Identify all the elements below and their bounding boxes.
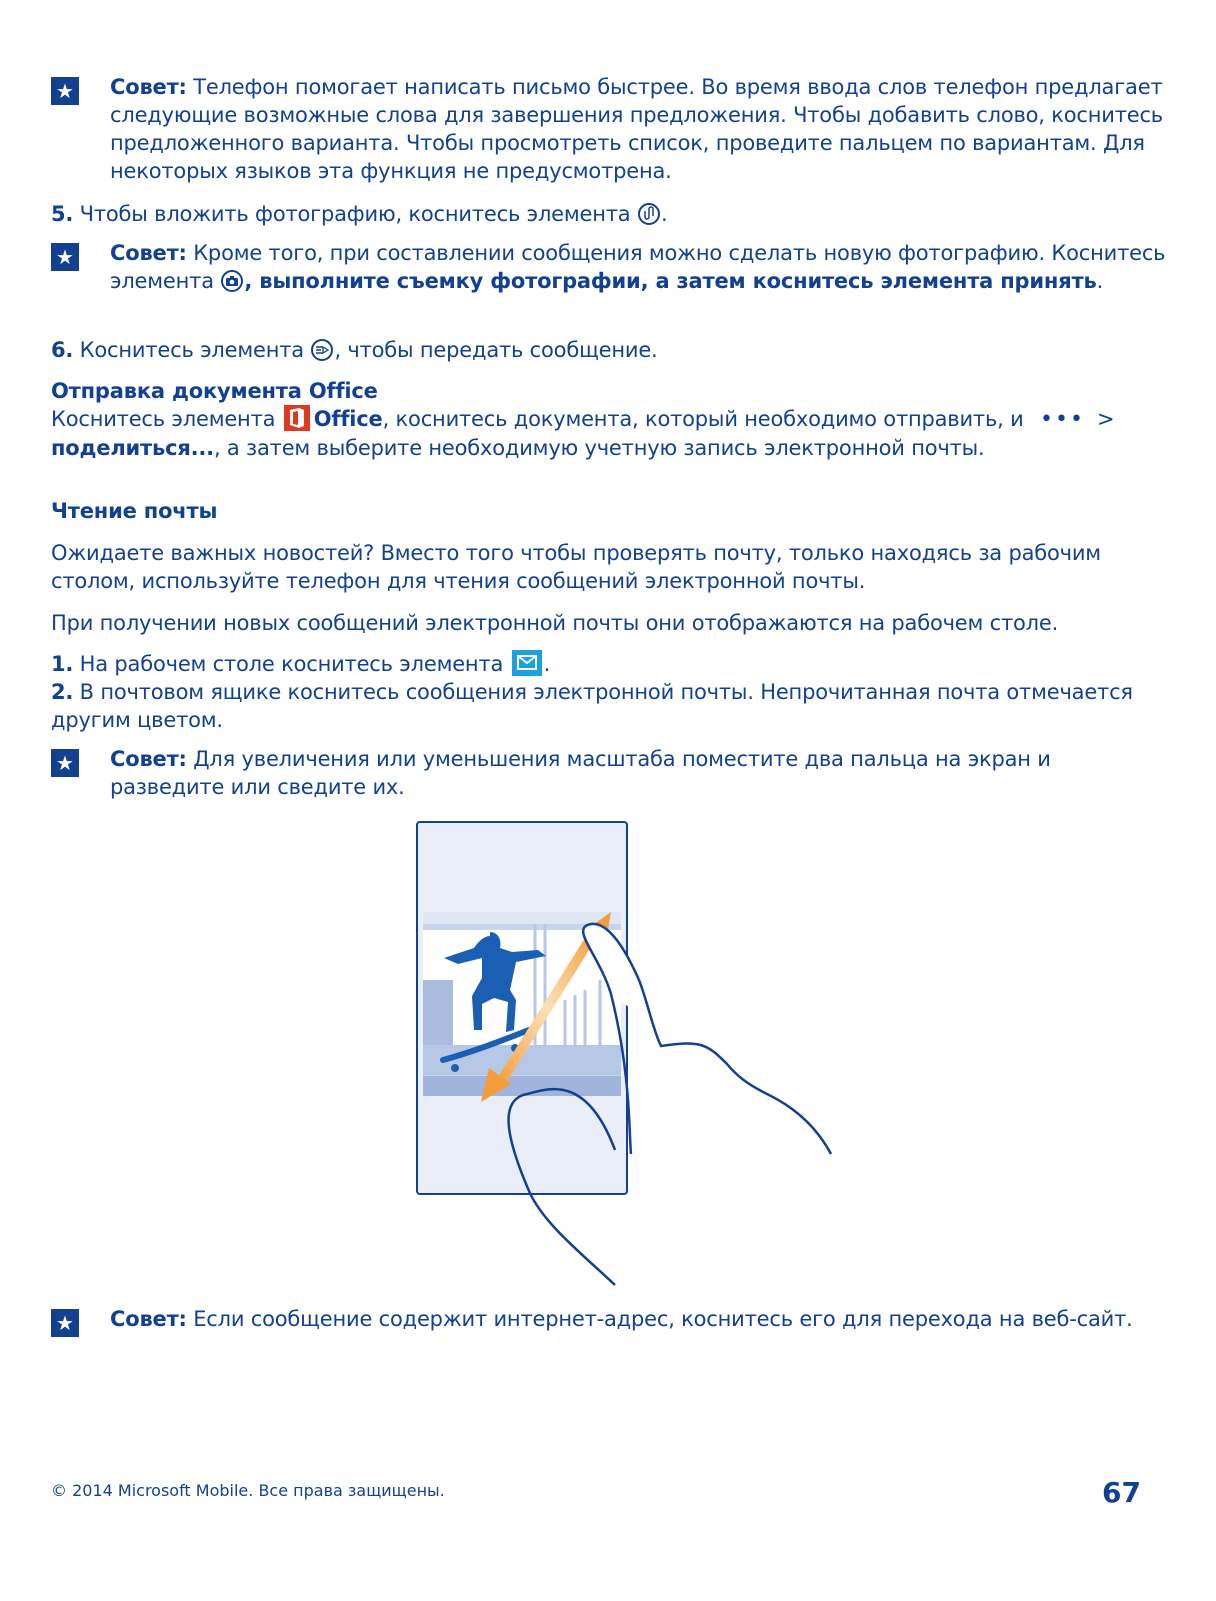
step-text: Чтобы вложить фотографию, коснитесь элемента [73, 202, 637, 226]
share-label: поделиться... [51, 436, 214, 460]
step-5 [51, 200, 1166, 228]
mail-icon [512, 650, 542, 676]
section-heading: Чтение почты [51, 499, 218, 523]
office-section [51, 377, 1166, 462]
step-end: . [660, 202, 668, 226]
step-number: 6. [51, 338, 74, 362]
tip-text: Кроме того, при составлении сообщения можно сделать новую фотографию. Коснитесь элемента [110, 241, 1166, 293]
section-text: , а затем выберите необходимую учетную запись электронной почты. [213, 436, 985, 460]
step-text: На рабочем столе коснитесь элемента [73, 652, 510, 676]
send-icon [311, 339, 333, 361]
step-end: . [543, 652, 551, 676]
tip-web-address [51, 1305, 1166, 1333]
read-mail-heading [51, 497, 1166, 525]
star-icon: ★ [51, 1309, 79, 1337]
step-number: 5. [51, 202, 74, 226]
tip-label: Совет: [110, 1307, 187, 1331]
step-number: 1. [51, 652, 74, 676]
camera-icon [221, 270, 243, 292]
section-heading: Отправка документа Office [51, 379, 378, 403]
read-mail-para2 [51, 609, 1166, 637]
star-icon: ★ [51, 77, 79, 105]
tip-label: Совет: [110, 747, 187, 771]
tip-label: Совет: [110, 241, 187, 265]
page-number: 67 [1102, 1476, 1141, 1509]
section-text: Коснитесь элемента [51, 407, 282, 431]
tip-text: Для увеличения или уменьшения масштаба поместите два пальца на экран и разведите или сведите их. [110, 747, 1051, 799]
star-icon: ★ [51, 749, 79, 777]
section-text: , коснитесь документа, который необходимо отправить, и [382, 407, 1031, 431]
step-text: В почтовом ящике коснитесь сообщения электронной почты. Непрочитанная почта отмечается другим цветом. [51, 680, 1133, 732]
tip-label: Совет: [110, 75, 187, 99]
copyright: © 2014 Microsoft Mobile. Все права защищены. [51, 1481, 445, 1500]
tip-new-photo [51, 239, 1166, 295]
tip-zoom [51, 745, 1166, 801]
step-end: , чтобы передать сообщение. [334, 338, 658, 362]
star-icon: ★ [51, 243, 79, 271]
office-label: Office [313, 407, 383, 431]
read-mail-steps [51, 650, 1166, 734]
tip-text: Если сообщение содержит интернет-адрес, коснитесь его для перехода на веб-сайт. [186, 1307, 1133, 1331]
step-number: 2. [51, 680, 74, 704]
tip-predictive-text [51, 73, 1166, 185]
paperclip-icon [638, 203, 660, 225]
step-text: Коснитесь элемента [73, 338, 311, 362]
tip-text: Телефон помогает написать письмо быстрее. Во время ввода слов телефон предлагает следующие возможные слова для завершения предложения. Чтобы добавить слово, коснитесь предложенного варианта. Чтобы просмотреть список, проведите пальцем по вариантам. Для некоторых языков эта функция не предусмотрена. [110, 75, 1163, 183]
office-icon [284, 405, 310, 431]
paragraph: Ожидаете важных новостей? Вместо того чтобы проверять почту, только находясь за рабочим столом, используйте телефон для чтения сообщений электронной почты. [51, 541, 1101, 593]
pinch-zoom-illustration [415, 820, 845, 1290]
more-icon: ••• [1040, 407, 1085, 432]
read-mail-para1 [51, 539, 1166, 595]
step-6 [51, 336, 1166, 364]
breadcrumb-separator: > [1096, 407, 1115, 431]
paragraph: При получении новых сообщений электронной почты они отображаются на рабочем столе. [51, 611, 1059, 635]
tip-end: . [1096, 269, 1104, 293]
tip-bold-text: , выполните съемку фотографии, а затем коснитесь элемента принять [244, 269, 1097, 293]
